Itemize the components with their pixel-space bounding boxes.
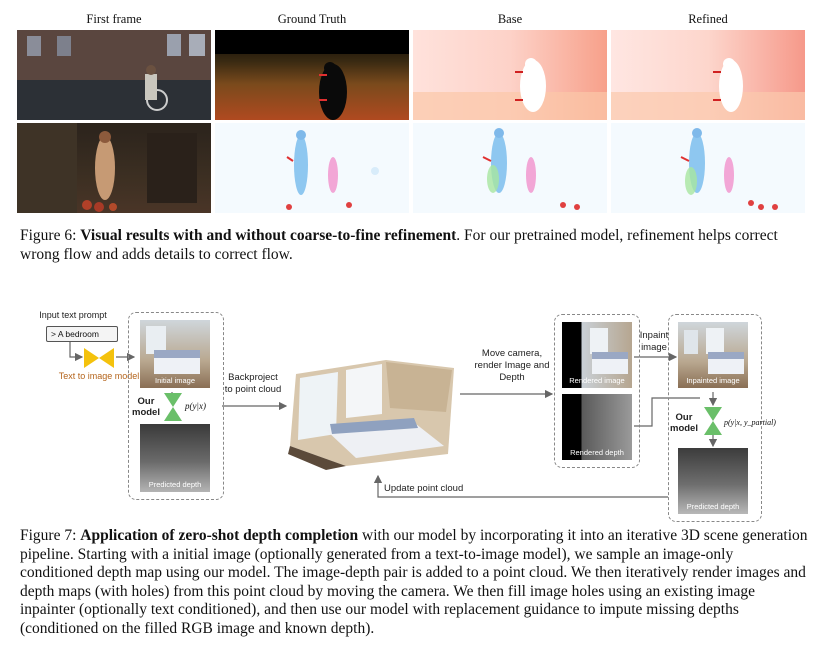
update-point-cloud-label: Update point cloud (384, 483, 464, 494)
column-header-ground-truth: Ground Truth (277, 12, 347, 26)
figure-6-caption-prefix: Figure 6: (20, 227, 81, 244)
text-to-image-model-label: Text to image model (58, 371, 140, 381)
column-header-refined: Refined (688, 12, 728, 26)
our-model-label-left: Our model (132, 396, 160, 418)
figure-7-caption-rest: with our model by incorporating it into an iterative 3D scene generation pipeline. Starting with a initial image (optionally generated from a text-to-image model), we sample an image-only conditioned depth map using our model. The image-depth pair is added to a point cloud. We then iteratively render images and depth maps (with holes) from this point cloud by moving the camera. We then fill image holes using an existing image inpainter (optionally text conditioned), and then use our model with replacement guidance to impute missing depths (conditioned on the filled RGB image and known depth). (20, 527, 808, 637)
formula-p-y-given-x: p(y|x) (185, 401, 206, 411)
rendered-image (562, 322, 632, 388)
predicted-depth-image-right (678, 448, 748, 514)
figure-7-caption (20, 527, 810, 639)
inpainted-image-label: Inpainted image (686, 376, 740, 385)
initial-bedroom-image (140, 320, 210, 388)
input-prompt-label: Input text prompt (39, 310, 107, 320)
our-model-hourglass-icon (164, 393, 182, 421)
our-model-hourglass-icon-2 (704, 407, 722, 435)
figure-6-caption-rest: . For our pretrained model, refinement helps correct wrong flow and adds details to correct flow. (20, 227, 778, 263)
backproject-label: Backproject to point cloud (224, 372, 282, 395)
figure-6-caption-bold: Visual results with and without coarse-to-fine refinement (80, 227, 457, 244)
formula-p-y-given-x-ypartial: p(y|x, y_partial) (724, 418, 776, 427)
rendered-depth-label: Rendered depth (570, 448, 624, 457)
our-model-label-right: Our model (670, 412, 698, 434)
rendered-depth-image (562, 394, 632, 460)
prompt-text-box: > A bedroom (46, 326, 118, 342)
initial-image-label: Initial image (154, 376, 196, 385)
point-cloud-image (286, 354, 458, 472)
predicted-depth-label-right: Predicted depth (686, 502, 740, 511)
rendered-image-label: Rendered image (569, 376, 625, 385)
predicted-depth-image-left (140, 424, 210, 492)
inpaint-image-label: Inpaint image (639, 330, 669, 353)
figure-7-caption-bold: Application of zero-shot depth completion (80, 527, 359, 544)
column-header-base: Base (497, 12, 523, 26)
column-header-first-frame: First frame (86, 12, 142, 26)
move-camera-label: Move camera, render Image and Depth (474, 348, 550, 383)
inpainted-image (678, 322, 748, 388)
predicted-depth-label-left: Predicted depth (148, 480, 202, 489)
text-to-image-model-icon (84, 348, 114, 368)
figure-7-caption-prefix: Figure 7: (20, 527, 81, 544)
